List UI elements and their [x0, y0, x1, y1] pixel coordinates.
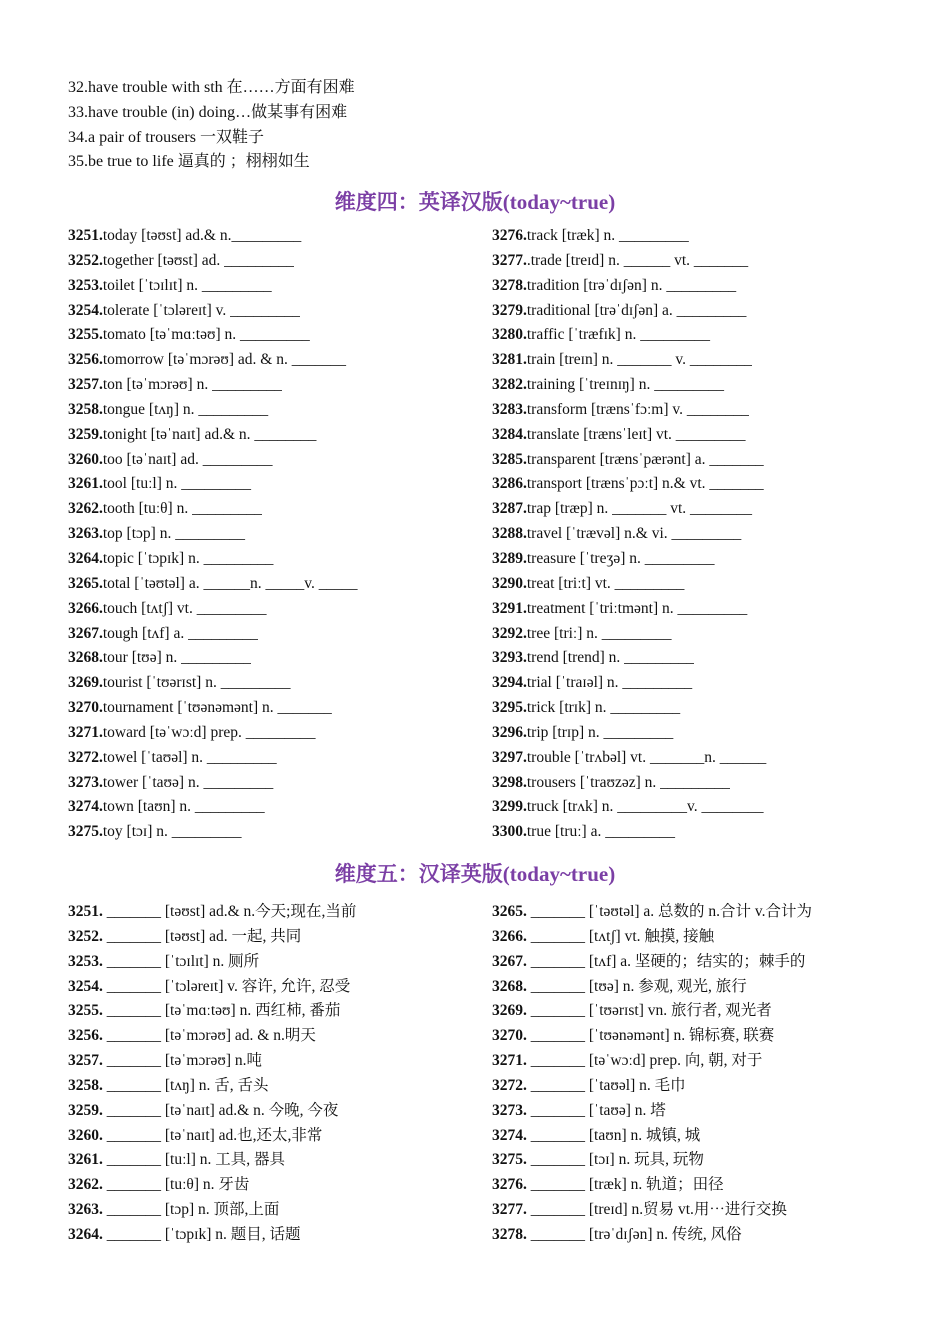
- entry-number: 3291.: [492, 599, 527, 617]
- entry-number: 3276.: [492, 1176, 527, 1194]
- entry-text: _______ [təʊst] ad. 一起, 共同: [102, 927, 302, 945]
- entry-number: 3274.: [492, 1126, 527, 1144]
- entry-text: _______ [ˈtɔləreɪt] v. 容许, 允许, 忍受: [102, 977, 351, 995]
- entry-text: _______ [ˈtʊənəmənt] n. 锦标赛, 联赛: [526, 1027, 775, 1045]
- entry-number: 3262.: [68, 1176, 103, 1194]
- entry-number: 3262.: [68, 500, 103, 518]
- vocab-entry: [68, 1148, 356, 1173]
- entry-text: toilet [ˈtɔɪlɪt] n. _________: [102, 276, 272, 294]
- entry-text: true [truː] a. _________: [526, 823, 675, 841]
- entry-text: ton [təˈmɔrəʊ] n. _________: [102, 376, 282, 394]
- entry-text: _______ [tʌf] a. 坚硬的；结实的；棘手的: [526, 952, 806, 970]
- vocab-entry: [492, 224, 766, 249]
- entry-number: 3252.: [68, 927, 103, 945]
- entry-text: _______ [ˈtɔɪlɪt] n. 厕所: [102, 952, 260, 970]
- entry-text: top [tɔp] n. _________: [102, 525, 245, 543]
- entry-text: translate [trænsˈleɪt] vt. _________: [526, 425, 746, 443]
- entry-number: 3253.: [68, 276, 103, 294]
- entry-number: 3258.: [68, 1076, 103, 1094]
- entry-text: trouble [ˈtrʌbəl] vt. _______n. ______: [526, 748, 767, 766]
- entry-number: 3268.: [492, 977, 527, 995]
- vocab-entry: [68, 348, 357, 373]
- vocab-entry: [68, 597, 357, 622]
- vocab-entry: [492, 622, 766, 647]
- entry-number: 3285.: [492, 450, 527, 468]
- vocab-entry: [68, 448, 357, 473]
- section5-right-column: [492, 900, 812, 1248]
- entry-number: 3282.: [492, 376, 527, 394]
- entry-text: trousers [ˈtraʊzəz] n. _________: [526, 773, 730, 791]
- entry-text: _______ [tuːθ] n. 牙齿: [102, 1176, 250, 1194]
- entry-text: train [treɪn] n. _______ v. ________: [526, 351, 752, 369]
- vocab-entry: [68, 497, 357, 522]
- entry-text: training [ˈtreɪnɪŋ] n. _________: [526, 376, 724, 394]
- entry-number: 3267.: [68, 624, 103, 642]
- entry-text: _______ [trəˈdɪʃən] n. 传统, 风俗: [526, 1225, 742, 1243]
- entry-text: _______ [təˈnaɪt] ad.& n. 今晚, 今夜: [102, 1101, 339, 1119]
- entry-text: trap [træp] n. _______ vt. ________: [526, 500, 753, 518]
- entry-number: 3275.: [492, 1151, 527, 1169]
- vocab-entry: [68, 423, 357, 448]
- entry-text: _______ [təˈwɔːd] prep. 向, 朝, 对于: [526, 1052, 763, 1070]
- entry-number: 3279.: [492, 301, 527, 319]
- entry-text: today [təʊst] ad.& n._________: [102, 227, 302, 244]
- entry-text: transport [trænsˈpɔːt] n.& vt. _______: [526, 475, 764, 493]
- entry-number: 3256.: [68, 1027, 103, 1045]
- entry-text: _______ [tɔɪ] n. 玩具, 玩物: [526, 1151, 704, 1169]
- entry-text: tradition [trəˈdɪʃən] n. _________: [526, 276, 737, 294]
- vocab-entry: [68, 472, 357, 497]
- entry-text: transform [trænsˈfɔːm] v. ________: [526, 400, 749, 418]
- entry-number: 3257.: [68, 1052, 103, 1070]
- entry-number: 3259.: [68, 425, 103, 443]
- vocab-entry: [68, 1099, 356, 1124]
- entry-number: 3255.: [68, 326, 103, 344]
- entry-text: _______ [ˈtəʊtəl] a. 总数的 n.合计 v.合计为: [526, 903, 813, 920]
- entry-number: 3269.: [492, 1002, 527, 1020]
- entry-number: 3271.: [68, 723, 103, 741]
- vocab-entry: [492, 597, 766, 622]
- entry-number: 3266.: [68, 599, 103, 617]
- vocab-entry: [68, 1124, 356, 1149]
- entry-text: truck [trʌk] n. _________v. ________: [526, 798, 764, 816]
- entry-text: _______ [ˈtaʊə] n. 塔: [526, 1101, 666, 1119]
- entry-number: 3264.: [68, 1225, 103, 1243]
- entry-text: trend [trend] n. _________: [526, 649, 694, 667]
- entry-text: traffic [ˈtræfɪk] n. _________: [526, 326, 710, 344]
- entry-number: 3286.: [492, 475, 527, 493]
- vocab-entry: [68, 696, 357, 721]
- entry-number: 3300.: [492, 823, 527, 841]
- entry-number: 3277.: [492, 1201, 527, 1219]
- entry-number: 3271.: [492, 1052, 527, 1070]
- entry-text: _______ [træk] n. 轨道；田径: [526, 1176, 724, 1194]
- entry-number: 3278.: [492, 276, 527, 294]
- vocab-entry: [68, 646, 357, 671]
- entry-text: _______ [təˈmɑːtəʊ] n. 西红柿, 番茄: [102, 1002, 341, 1020]
- entry-number: 3252.: [68, 251, 103, 269]
- entry-number: 3278.: [492, 1225, 527, 1243]
- entry-number: 3270.: [68, 699, 103, 717]
- entry-number: 3261.: [68, 475, 103, 493]
- vocab-entry: [492, 646, 766, 671]
- entry-text: toy [tɔɪ] n. _________: [102, 823, 242, 841]
- entry-text: tomato [təˈmɑːtəʊ] n. _________: [102, 326, 310, 344]
- entry-text: _______ [tʊə] n. 参观, 观光, 旅行: [526, 977, 747, 995]
- entry-text: tooth [tuːθ] n. _________: [102, 500, 262, 518]
- entry-text: _______ [tʌŋ] n. 舌, 舌头: [102, 1076, 269, 1094]
- vocab-entry: [492, 950, 812, 975]
- entry-text: _______ [tʌtʃ] vt. 触摸, 接触: [526, 927, 715, 945]
- vocab-entry: [68, 547, 357, 572]
- vocab-entry: [492, 900, 812, 925]
- entry-number: 3259.: [68, 1101, 103, 1119]
- entry-number: 3254.: [68, 977, 103, 995]
- entry-text: tomorrow [təˈmɔrəʊ] ad. & n. _______: [102, 351, 346, 369]
- section5-title: 维度五：汉译英版(today~true): [334, 862, 616, 886]
- vocab-entry: [68, 950, 356, 975]
- entry-number: 3283.: [492, 400, 527, 418]
- entry-number: 3268.: [68, 649, 103, 667]
- vocab-entry: [492, 999, 812, 1024]
- vocab-entry: [492, 348, 766, 373]
- section4-left-column: [68, 224, 357, 845]
- entry-number: 3272.: [492, 1076, 527, 1094]
- entry-text: _______ [ˈtʊərɪst] vn. 旅行者, 观光者: [526, 1002, 772, 1020]
- entry-text: trial [ˈtraɪəl] n. _________: [526, 674, 693, 692]
- vocab-entry: [68, 771, 357, 796]
- vocab-entry: [492, 1049, 812, 1074]
- entry-number: 3261.: [68, 1151, 103, 1169]
- entry-text: touch [tʌtʃ] vt. _________: [102, 599, 267, 617]
- entry-number: 3264.: [68, 549, 103, 567]
- vocab-entry: [68, 1223, 356, 1248]
- vocab-entry: [492, 1173, 812, 1198]
- vocab-entry: [68, 999, 356, 1024]
- vocab-entry: [492, 323, 766, 348]
- vocab-entry: [68, 299, 357, 324]
- vocab-entry: [68, 1049, 356, 1074]
- entry-text: _______ [ˈtɔpɪk] n. 题目, 话题: [102, 1225, 301, 1243]
- entry-text: trick [trɪk] n. _________: [526, 699, 681, 717]
- entry-number: 3251.: [68, 903, 103, 920]
- entry-number: 3275.: [68, 823, 103, 841]
- entry-text: transparent [trænsˈpærənt] a. _______: [526, 450, 764, 468]
- vocab-entry: [492, 547, 766, 572]
- entry-number: 3267.: [492, 952, 527, 970]
- entry-number: 3281.: [492, 351, 527, 369]
- vocab-entry: [492, 746, 766, 771]
- vocab-entry: [68, 1074, 356, 1099]
- vocab-entry: [492, 497, 766, 522]
- vocab-entry: [68, 820, 357, 845]
- entry-text: toward [təˈwɔːd] prep. _________: [102, 723, 316, 741]
- vocab-entry: [492, 1148, 812, 1173]
- vocab-entry: [68, 795, 357, 820]
- entry-number: 3269.: [68, 674, 103, 692]
- vocab-entry: [68, 975, 356, 1000]
- entry-text: .trade [treɪd] n. ______ vt. _______: [526, 251, 749, 269]
- entry-text: town [taʊn] n. _________: [102, 798, 265, 816]
- vocab-entry: [68, 1198, 356, 1223]
- entry-number: 3280.: [492, 326, 527, 344]
- entry-number: 3272.: [68, 748, 103, 766]
- entry-text: towel [ˈtaʊəl] n. _________: [102, 748, 277, 766]
- entry-text: traditional [trəˈdɪʃən] a. _________: [526, 301, 747, 319]
- vocab-entry: [492, 472, 766, 497]
- entry-text: total [ˈtəʊtəl] a. ______n. _____v. _____: [102, 574, 358, 592]
- entry-text: _______ [təˈmɔrəʊ] n.吨: [102, 1052, 263, 1070]
- vocab-entry: [68, 274, 357, 299]
- entry-text: _______ [tuːl] n. 工具, 器具: [102, 1151, 285, 1169]
- entry-text: tournament [ˈtʊənəmənt] n. _______: [102, 699, 332, 717]
- entry-number: 3265.: [68, 574, 103, 592]
- entry-number: 3288.: [492, 525, 527, 543]
- entry-text: _______ [treɪd] n.贸易 vt.用⋯进行交换: [526, 1201, 787, 1219]
- vocab-entry: [68, 373, 357, 398]
- entry-number: 3260.: [68, 1126, 103, 1144]
- vocab-entry: [492, 795, 766, 820]
- vocab-entry: [492, 1198, 812, 1223]
- entry-number: 3258.: [68, 400, 103, 418]
- entry-text: tree [triː] n. _________: [526, 624, 672, 642]
- entry-number: 3276.: [492, 227, 527, 244]
- vocab-entry: [68, 522, 357, 547]
- entry-number: 3295.: [492, 699, 527, 717]
- vocab-entry: [68, 323, 357, 348]
- vocab-entry: [68, 249, 357, 274]
- entry-text: tourist [ˈtʊərɪst] n. _________: [102, 674, 291, 692]
- entry-text: tower [ˈtaʊə] n. _________: [102, 773, 274, 791]
- vocab-entry: [68, 398, 357, 423]
- entry-number: 3263.: [68, 1201, 103, 1219]
- vocab-entry: [492, 448, 766, 473]
- vocab-entry: [68, 671, 357, 696]
- entry-number: 3255.: [68, 1002, 103, 1020]
- phrase-item: 33.have trouble (in) doing…做某事有困难: [68, 103, 348, 121]
- entry-text: _______ [taʊn] n. 城镇, 城: [526, 1126, 701, 1144]
- entry-text: treasure [ˈtreʒə] n. _________: [526, 549, 715, 567]
- vocab-entry: [492, 1024, 812, 1049]
- entry-number: 3273.: [68, 773, 103, 791]
- entry-number: 3273.: [492, 1101, 527, 1119]
- vocab-entry: [492, 925, 812, 950]
- entry-number: 3254.: [68, 301, 103, 319]
- entry-number: 3251.: [68, 227, 103, 244]
- entry-number: 3274.: [68, 798, 103, 816]
- vocab-entry: [492, 249, 766, 274]
- entry-number: 3299.: [492, 798, 527, 816]
- entry-text: tonight [təˈnaɪt] ad.& n. ________: [102, 425, 317, 443]
- entry-text: together [təʊst] ad. _________: [102, 251, 294, 269]
- entry-number: 3293.: [492, 649, 527, 667]
- entry-number: 3263.: [68, 525, 103, 543]
- entry-number: 3290.: [492, 574, 527, 592]
- entry-text: tool [tuːl] n. _________: [102, 475, 251, 493]
- entry-number: 3270.: [492, 1027, 527, 1045]
- entry-text: track [træk] n. _________: [526, 227, 689, 244]
- entry-number: 3266.: [492, 927, 527, 945]
- vocab-entry: [492, 975, 812, 1000]
- vocab-entry: [492, 1074, 812, 1099]
- entry-text: _______ [təˈmɔrəʊ] ad. & n.明天: [102, 1027, 316, 1045]
- entry-number: 3297.: [492, 748, 527, 766]
- entry-number: 3265.: [492, 903, 527, 920]
- phrase-item: 34.a pair of trousers 一双鞋子: [68, 128, 264, 146]
- entry-text: tolerate [ˈtɔləreɪt] v. _________: [102, 301, 300, 319]
- entry-text: too [təˈnaɪt] ad. _________: [102, 450, 273, 468]
- section5-left-column: [68, 900, 356, 1248]
- vocab-entry: [492, 522, 766, 547]
- phrase-list: [68, 76, 355, 175]
- entry-text: travel [ˈtrævəl] n.& vi. _________: [526, 525, 742, 543]
- vocab-entry: [68, 572, 357, 597]
- vocab-entry: [492, 423, 766, 448]
- vocab-entry: [492, 771, 766, 796]
- vocab-entry: [68, 746, 357, 771]
- entry-text: _______ [ˈtaʊəl] n. 毛巾: [526, 1076, 686, 1094]
- entry-text: _______ [təʊst] ad.& n.今天;现在,当前: [102, 903, 357, 920]
- section4-right-column: [492, 224, 766, 845]
- vocab-entry: [492, 373, 766, 398]
- entry-number: 3256.: [68, 351, 103, 369]
- entry-number: 3294.: [492, 674, 527, 692]
- entry-number: 3257.: [68, 376, 103, 394]
- entry-text: _______ [tɔp] n. 顶部,上面: [102, 1201, 280, 1219]
- entry-text: tongue [tʌŋ] n. _________: [102, 400, 269, 418]
- vocab-entry: [68, 1024, 356, 1049]
- entry-text: topic [ˈtɔpɪk] n. _________: [102, 549, 274, 567]
- entry-text: tour [tʊə] n. _________: [102, 649, 251, 667]
- vocab-entry: [492, 1124, 812, 1149]
- vocab-entry: [68, 1173, 356, 1198]
- vocab-entry: [492, 721, 766, 746]
- entry-number: 3289.: [492, 549, 527, 567]
- vocab-entry: [492, 1223, 812, 1248]
- vocab-entry: [68, 900, 356, 925]
- vocab-entry: [492, 572, 766, 597]
- section4-title: 维度四：英译汉版(today~true): [334, 190, 616, 214]
- vocab-entry: [68, 721, 357, 746]
- entry-text: treat [triːt] vt. _________: [526, 574, 685, 592]
- vocab-entry: [492, 696, 766, 721]
- phrase-item: 35.be true to life 逼真的 ；栩栩如生: [68, 153, 310, 171]
- vocab-entry: [68, 622, 357, 647]
- entry-number: 3260.: [68, 450, 103, 468]
- vocab-entry: [492, 274, 766, 299]
- entry-text: tough [tʌf] a. _________: [102, 624, 258, 642]
- vocab-entry: [68, 224, 357, 249]
- entry-number: 3277.: [492, 251, 527, 269]
- vocab-entry: [492, 820, 766, 845]
- vocab-entry: [492, 1099, 812, 1124]
- vocab-entry: [68, 925, 356, 950]
- entry-text: treatment [ˈtriːtmənt] n. _________: [526, 599, 748, 617]
- entry-number: 3296.: [492, 723, 527, 741]
- entry-number: 3253.: [68, 952, 103, 970]
- entry-number: 3287.: [492, 500, 527, 518]
- entry-number: 3292.: [492, 624, 527, 642]
- entry-text: trip [trɪp] n. _________: [526, 723, 674, 741]
- phrase-item: 32.have trouble with sth 在……方面有困难: [68, 79, 355, 96]
- vocab-entry: [492, 299, 766, 324]
- entry-number: 3298.: [492, 773, 527, 791]
- entry-text: _______ [təˈnaɪt] ad.也,还太,非常: [102, 1126, 323, 1144]
- vocab-entry: [492, 398, 766, 423]
- vocab-entry: [492, 671, 766, 696]
- entry-number: 3284.: [492, 425, 527, 443]
